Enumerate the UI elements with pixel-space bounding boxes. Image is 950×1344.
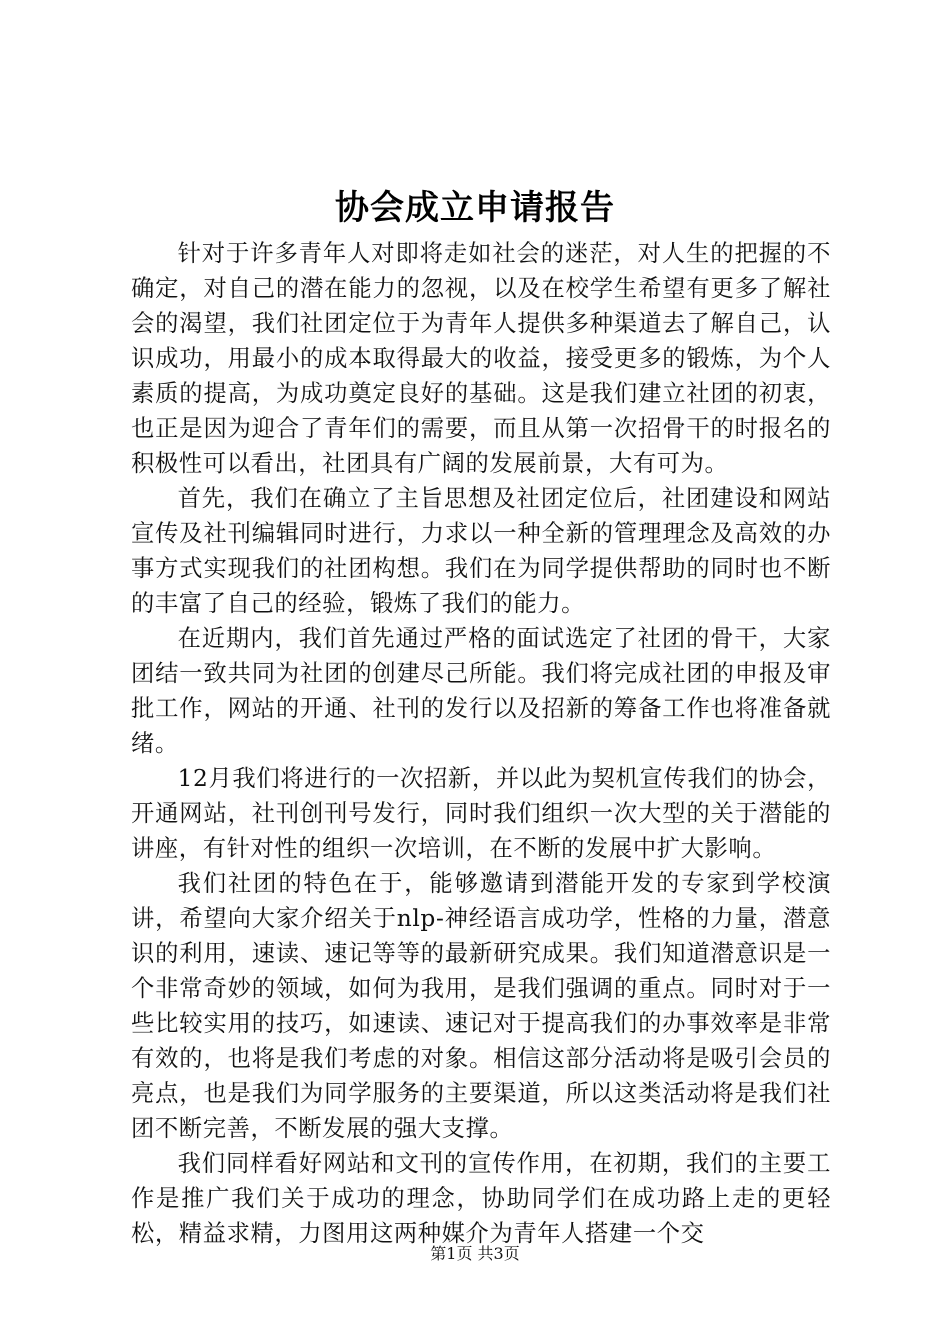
document-title: 协会成立申请报告 [335,188,615,228]
paragraph: 12月我们将进行的一次招新，并以此为契机宣传我们的协会，开通网站，社刊创刊号发行，同时我们组织一次大型的关于潜能的讲座，有针对性的组织一次培训，在不断的发展中扩大影响。 [131,765,831,862]
paragraph: 我们同样看好网站和文刊的宣传作用，在初期，我们的主要工作是推广我们关于成功的理念，协助同学们在成功路上走的更轻松，精益求精，力图用这两种媒介为青年人搭建一个交 [131,1150,831,1247]
paragraph: 针对于许多青年人对即将走如社会的迷茫，对人生的把握的不确定，对自己的潜在能力的忽视，以及在校学生希望有更多了解社会的渴望，我们社团定位于为青年人提供多种渠道去了解自己，认识成功，用最小的成本取得最大的收益，接受更多的锻炼，为个人素质的提高，为成功奠定良好的基础。这是我们建立社团的初衷，也正是因为迎合了青年们的需要，而且从第一次招骨干的时报名的积极性可以看出，社团具有广阔的发展前景，大有可为。 [131,240,831,477]
paragraph: 在近期内，我们首先通过严格的面试选定了社团的骨干，大家团结一致共同为社团的创建尽己所能。我们将完成社团的申报及审批工作，网站的开通、社刊的发行以及招新的筹备工作也将准备就绪。 [131,625,831,757]
document-body [131,236,831,1251]
page-number-footer: 第1页 共3页 [430,1244,520,1263]
paragraph: 首先，我们在确立了主旨思想及社团定位后，社团建设和网站宣传及社刊编辑同时进行，力求以一种全新的管理理念及高效的办事方式实现我们的社团构想。我们在为同学提供帮助的同时也不断的丰富了自己的经验，锻炼了我们的能力。 [131,485,831,617]
paragraph: 我们社团的特色在于，能够邀请到潜能开发的专家到学校演讲，希望向大家介绍关于nlp-神经语言成功学，性格的力量，潜意识的利用，速读、速记等等的最新研究成果。我们知道潜意识是一个非常奇妙的领域，如何为我用，是我们强调的重点。同时对于一些比较实用的技巧，如速读、速记对于提高我们的办事效率是非常有效的，也将是我们考虑的对象。相信这部分活动将是吸引会员的亮点，也是我们为同学服务的主要渠道，所以这类活动将是我们社团不断完善，不断发展的强大支撑。 [131,870,831,1142]
